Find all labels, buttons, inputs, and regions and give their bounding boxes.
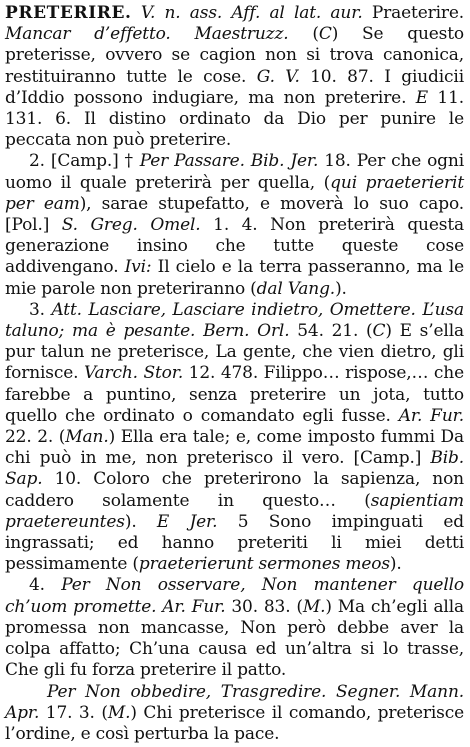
text-run: ) Ella era tale; e, come imposto fummi Da chi può in me, non preterisco il vero. [Camp.] [5,427,464,469]
italic-run: Man. [65,427,109,448]
text-run: 2. [Camp.] † [29,151,140,172]
italic-run: Bib. Sap. [5,448,464,490]
text-run: 30. 83. ( [225,596,303,617]
italic-run: Ivi: [124,257,152,278]
italic-run: M. [107,702,131,723]
text-run: 18. Per che ogni uomo il quale preterirà per quella, ( [5,151,464,193]
text-run: 10. 87. I giudicii d’Iddio possono indugiare, ma non preterire. [5,66,464,108]
italic-run: M. [302,596,326,617]
text-run: 4. [29,575,62,596]
text-run: 1. 4. Non preterirà questa generazione insino che tutte queste cose addivengano. [5,215,465,278]
italic-run: C [318,24,332,45]
italic-run: V. n. ass. Aff. al lat. aur. [140,3,363,23]
italic-run: Per Non osservare, Non mantener quello ch’uom promette. Ar. Fur. [5,575,464,617]
text-run: Praeterire. [362,3,465,23]
text-run: ). [335,278,347,299]
text-run: ) Ma ch’egli alla promessa non mancasse, Non però debbe aver la colpa affatto; Ch’una causa ed un’altra si lo trasse, Che gli fu forza preterire il patto. [5,596,464,681]
italic-run: sapientiam praetereuntes [5,490,464,532]
text-run: ) Chi preterisce il comando, preterisce l’ordine, e così perturba la pace. [5,702,464,744]
italic-run: E Jer. [156,511,218,532]
italic-run: G. V. [256,66,300,87]
text-run: ( [288,24,319,45]
italic-run: Varch. Stor. [83,363,184,384]
italic-run: Per Passare. Bib. Jer. [139,151,319,172]
text-run: ). [389,554,402,575]
italic-run: C [372,321,386,342]
text-run: ), sarae stupefatto, e moverà lo suo capo. [Pol.] [5,193,464,236]
text-run: Il cielo e la terra passeranno, ma le mie parole non preteriranno ( [5,257,464,299]
text-run: ) E s’ella pur talun ne preterisce, La gente, che vien dietro, gli fornisce. [5,321,464,384]
sense-4-subsense [5,682,464,746]
italic-run: qui praeterierit per eam [5,172,464,214]
text-run: 11. 131. 6. Il distino ordinato da Dio per punire le peccata non può preterire. [5,87,465,151]
italic-run: praeterierunt sermones meos [138,554,390,575]
italic-run: Per Non obbedire, Trasgredire. Segner. Mann. Apr. [5,681,464,723]
italic-run: Ar. Fur. [398,405,464,426]
sense-3 [5,300,464,576]
text-run: 54. 21. ( [289,321,373,342]
text-run: 5 Sono impinguati ed ingrassati; ed hanno preteriti li miei detti pessimamente ( [5,511,464,575]
italic-run: S. Greg. Omel. [61,215,201,236]
italic-run: E [415,87,429,108]
text-run: 22. 2. ( [5,427,66,448]
italic-run: dal Vang. [256,278,336,299]
sense-4 [5,575,464,681]
entry-definition [5,3,464,151]
text-run: ). [124,511,157,532]
italic-run: Mancar d’effetto. Maestruzz. [5,24,289,45]
text-run: 10. Coloro che preterirono la sapienza, non caddero solamente in questo… ( [5,469,464,511]
text-run: 12. 478. Filippo… rispose,… che farebbe a puntino, senza preterire un jota, tutto quello che ordinato o comandato egli fusse. [5,363,464,426]
sense-2 [5,151,464,299]
text-run [132,3,141,23]
text-run: ) Se questo preterisse, ovvero se cagion non si trova canonica, restituiranno tutte le cose. [5,24,464,87]
headword: PRETERIRE. [5,3,132,23]
text-run: 17. 3. ( [39,702,108,723]
text-run: 3. [29,299,52,320]
italic-run: Att. Lasciare, Lasciare indietro, Omettere. L’usa taluno; ma è pesante. Bern. Orl. [5,299,464,342]
